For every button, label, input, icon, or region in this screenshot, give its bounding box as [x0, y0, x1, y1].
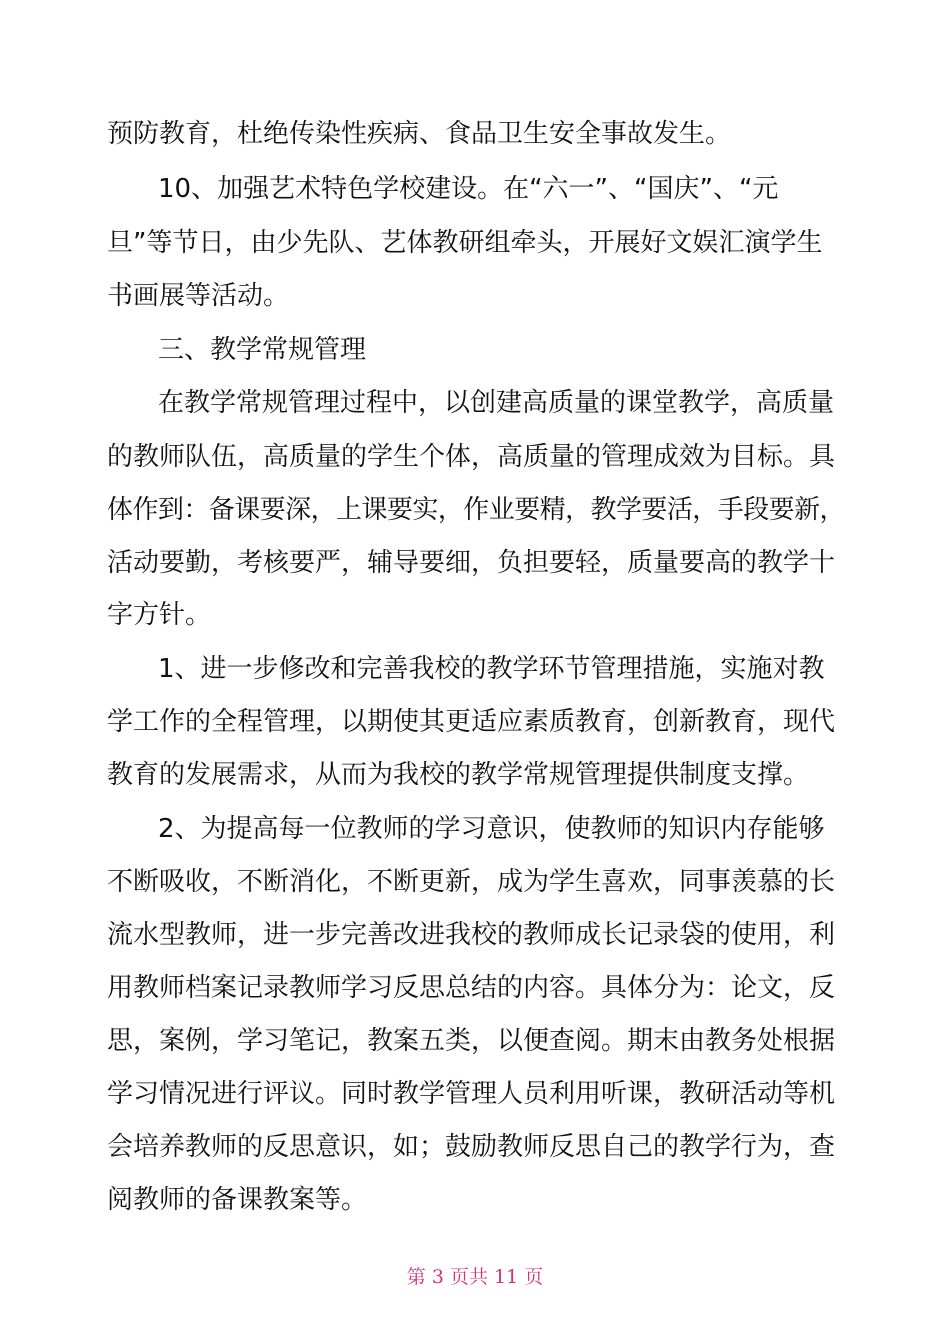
section-heading: 三、教学常规管理: [158, 335, 367, 365]
text-line: 预防教育，杜绝传染性疾病、食品卫生安全事故发生。: [107, 119, 732, 149]
paragraph-start-line: 10、加强艺术特色学校建设。在“六一”、“国庆”、“元: [158, 174, 779, 204]
paragraph-start-line: 2、为提高每一位教师的学习意识，使教师的知识内存能够: [158, 814, 825, 844]
paragraph-start-line: 在教学常规管理过程中，以创建高质量的课堂教学，高质量: [158, 388, 835, 418]
text-line: 体作到：备课要深，上课要实，作业要精，教学要活，手段要新，: [107, 495, 846, 525]
text-line: 用教师档案记录教师学习反思总结的内容。具体分为：论文，反: [107, 973, 836, 1003]
text-line: 思，案例，学习笔记，教案五类，以便查阅。期末由教务处根据: [107, 1026, 836, 1056]
text-line: 字方针。: [107, 600, 212, 630]
text-line: 的教师队伍，高质量的学生个体，高质量的管理成效为目标。具: [107, 442, 836, 472]
text-line: 旦”等节日，由少先队、艺体教研组牵头，开展好文娱汇演学生: [107, 228, 823, 258]
text-line: 会培养教师的反思意识，如；鼓励教师反思自己的教学行为，查: [107, 1132, 836, 1162]
text-line: 流水型教师，进一步完善改进我校的教师成长记录袋的使用，利: [107, 920, 836, 950]
page-number-footer: 第 3 页共 11 页: [406, 1266, 544, 1288]
paragraph-start-line: 1、进一步修改和完善我校的教学环节管理措施，实施对教: [158, 654, 825, 684]
text-line: 不断吸收，不断消化，不断更新，成为学生喜欢，同事羡慕的长: [107, 867, 836, 897]
text-line: 教育的发展需求，从而为我校的教学常规管理提供制度支撑。: [107, 760, 810, 790]
text-line: 学习情况进行评议。同时教学管理人员利用听课，教研活动等机: [107, 1079, 836, 1109]
text-line: 学工作的全程管理，以期使其更适应素质教育，创新教育，现代: [107, 707, 836, 737]
text-line: 阅教师的备课教案等。: [107, 1185, 368, 1215]
text-line: 活动要勤，考核要严，辅导要细，负担要轻，质量要高的教学十: [107, 548, 836, 578]
text-line: 书画展等活动。: [107, 281, 290, 311]
